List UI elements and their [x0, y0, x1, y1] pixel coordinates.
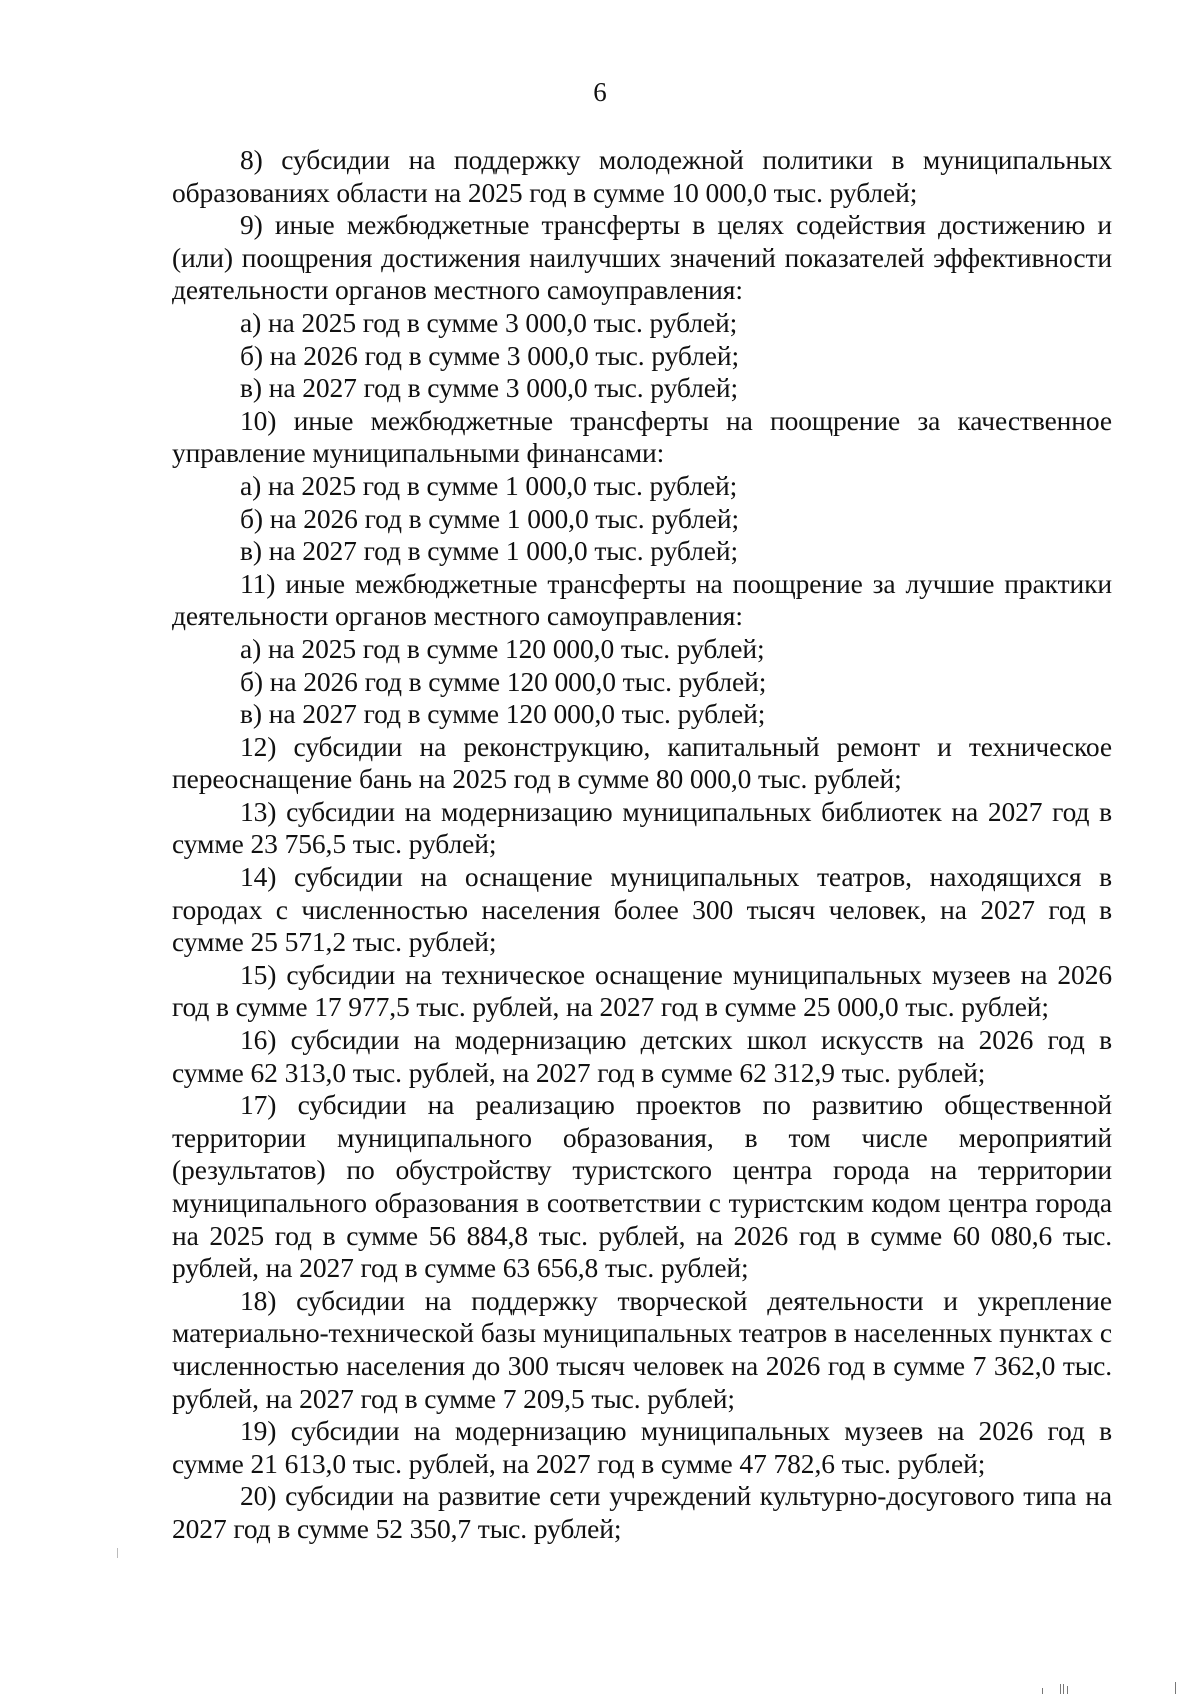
- paragraph-subitem-9a: а) на 2025 год в сумме 3 000,0 тыс. рублей;: [240, 306, 738, 338]
- paragraph-subitem-11a: а) на 2025 год в сумме 120 000,0 тыс. рублей;: [240, 632, 765, 664]
- paragraph-subitem-11b: б) на 2026 год в сумме 120 000,0 тыс. рублей;: [240, 665, 767, 697]
- paragraph-item-12: 12) субсидии на реконструкцию, капитальный ремонт и техническое переоснащение бань на 2025 год в сумме 80 000,0 тыс. рублей;: [172, 730, 1112, 795]
- paragraph-item-15: 15) субсидии на техническое оснащение муниципальных музеев на 2026 год в сумме 17 977,5 тыс. рублей, на 2027 год в сумме 25 000,0 тыс. рублей;: [172, 958, 1112, 1023]
- paragraph-item-19: 19) субсидии на модернизацию муниципальных музеев на 2026 год в сумме 21 613,0 тыс. рублей, на 2027 год в сумме 47 782,6 тыс. рублей;: [172, 1415, 1112, 1479]
- paragraph-subitem-10b: б) на 2026 год в сумме 1 000,0 тыс. рублей;: [240, 502, 739, 534]
- scan-mark-left: [117, 1548, 118, 1558]
- paragraph-subitem-11c: в) на 2027 год в сумме 120 000,0 тыс. рублей;: [240, 698, 766, 730]
- page-number: 6: [593, 77, 607, 107]
- paragraph-item-10: 10) иные межбюджетные трансферты на поощрение за качественное управление муниципальными финансами:: [172, 404, 1112, 469]
- paragraph-item-8: 8) субсидии на поддержку молодежной политики в муниципальных образованиях области на 2025 год в сумме 10 000,0 тыс. рублей;: [172, 144, 1112, 208]
- paragraph-subitem-9c: в) на 2027 год в сумме 3 000,0 тыс. рублей;: [240, 372, 738, 404]
- paragraph-item-16: 16) субсидии на модернизацию детских школ искусств на 2026 год в сумме 62 313,0 тыс. рублей, на 2027 год в сумме 62 312,9 тыс. рублей;: [172, 1024, 1112, 1088]
- paragraph-item-14: 14) субсидии на оснащение муниципальных театров, находящихся в городах с численностью населения более 300 тысяч человек, на 2027 год в сумме 25 571,2 тыс. рублей;: [172, 861, 1112, 958]
- paragraph-subitem-10c: в) на 2027 год в сумме 1 000,0 тыс. рублей;: [240, 535, 738, 567]
- paragraph-item-20: 20) субсидии на развитие сети учреждений культурно-досугового типа на 2027 год в сумме 52 350,7 тыс. рублей;: [172, 1480, 1112, 1544]
- scan-marks-bottom: [1040, 1680, 1180, 1694]
- paragraph-subitem-10a: а) на 2025 год в сумме 1 000,0 тыс. рублей;: [240, 469, 738, 501]
- paragraph-item-11: 11) иные межбюджетные трансферты на поощрение за лучшие практики деятельности органов местного самоуправления:: [172, 567, 1112, 632]
- paragraph-item-13: 13) субсидии на модернизацию муниципальных библиотек на 2027 год в сумме 23 756,5 тыс. рублей;: [172, 795, 1112, 860]
- paragraph-subitem-9b: б) на 2026 год в сумме 3 000,0 тыс. рублей;: [240, 339, 739, 371]
- document-body: [172, 144, 1112, 1546]
- paragraph-item-9: 9) иные межбюджетные трансферты в целях содействия достижению и (или) поощрения достижения наилучших значений показателей эффективности деятельности органов местного самоуправления:: [172, 209, 1112, 306]
- paragraph-item-17: 17) субсидии на реализацию проектов по развитию общественной территории муниципального образования, в том числе мероприятий (результатов) по обустройству туристского центра города на территории муниципального образования в соответствии с туристским кодом центра города на 2025 год в сумме 56 884,8 тыс. рублей, на 2026 год в сумме 60 080,6 тыс. рублей, на 2027 год в сумме 63 656,8 тыс. рублей;: [172, 1089, 1112, 1284]
- paragraph-item-18: 18) субсидии на поддержку творческой деятельности и укрепление материально-технической базы муниципальных театров в населенных пунктах с численностью населения до 300 тысяч человек на 2026 год в сумме 7 362,0 тыс. рублей, на 2027 год в сумме 7 209,5 тыс. рублей;: [172, 1284, 1112, 1414]
